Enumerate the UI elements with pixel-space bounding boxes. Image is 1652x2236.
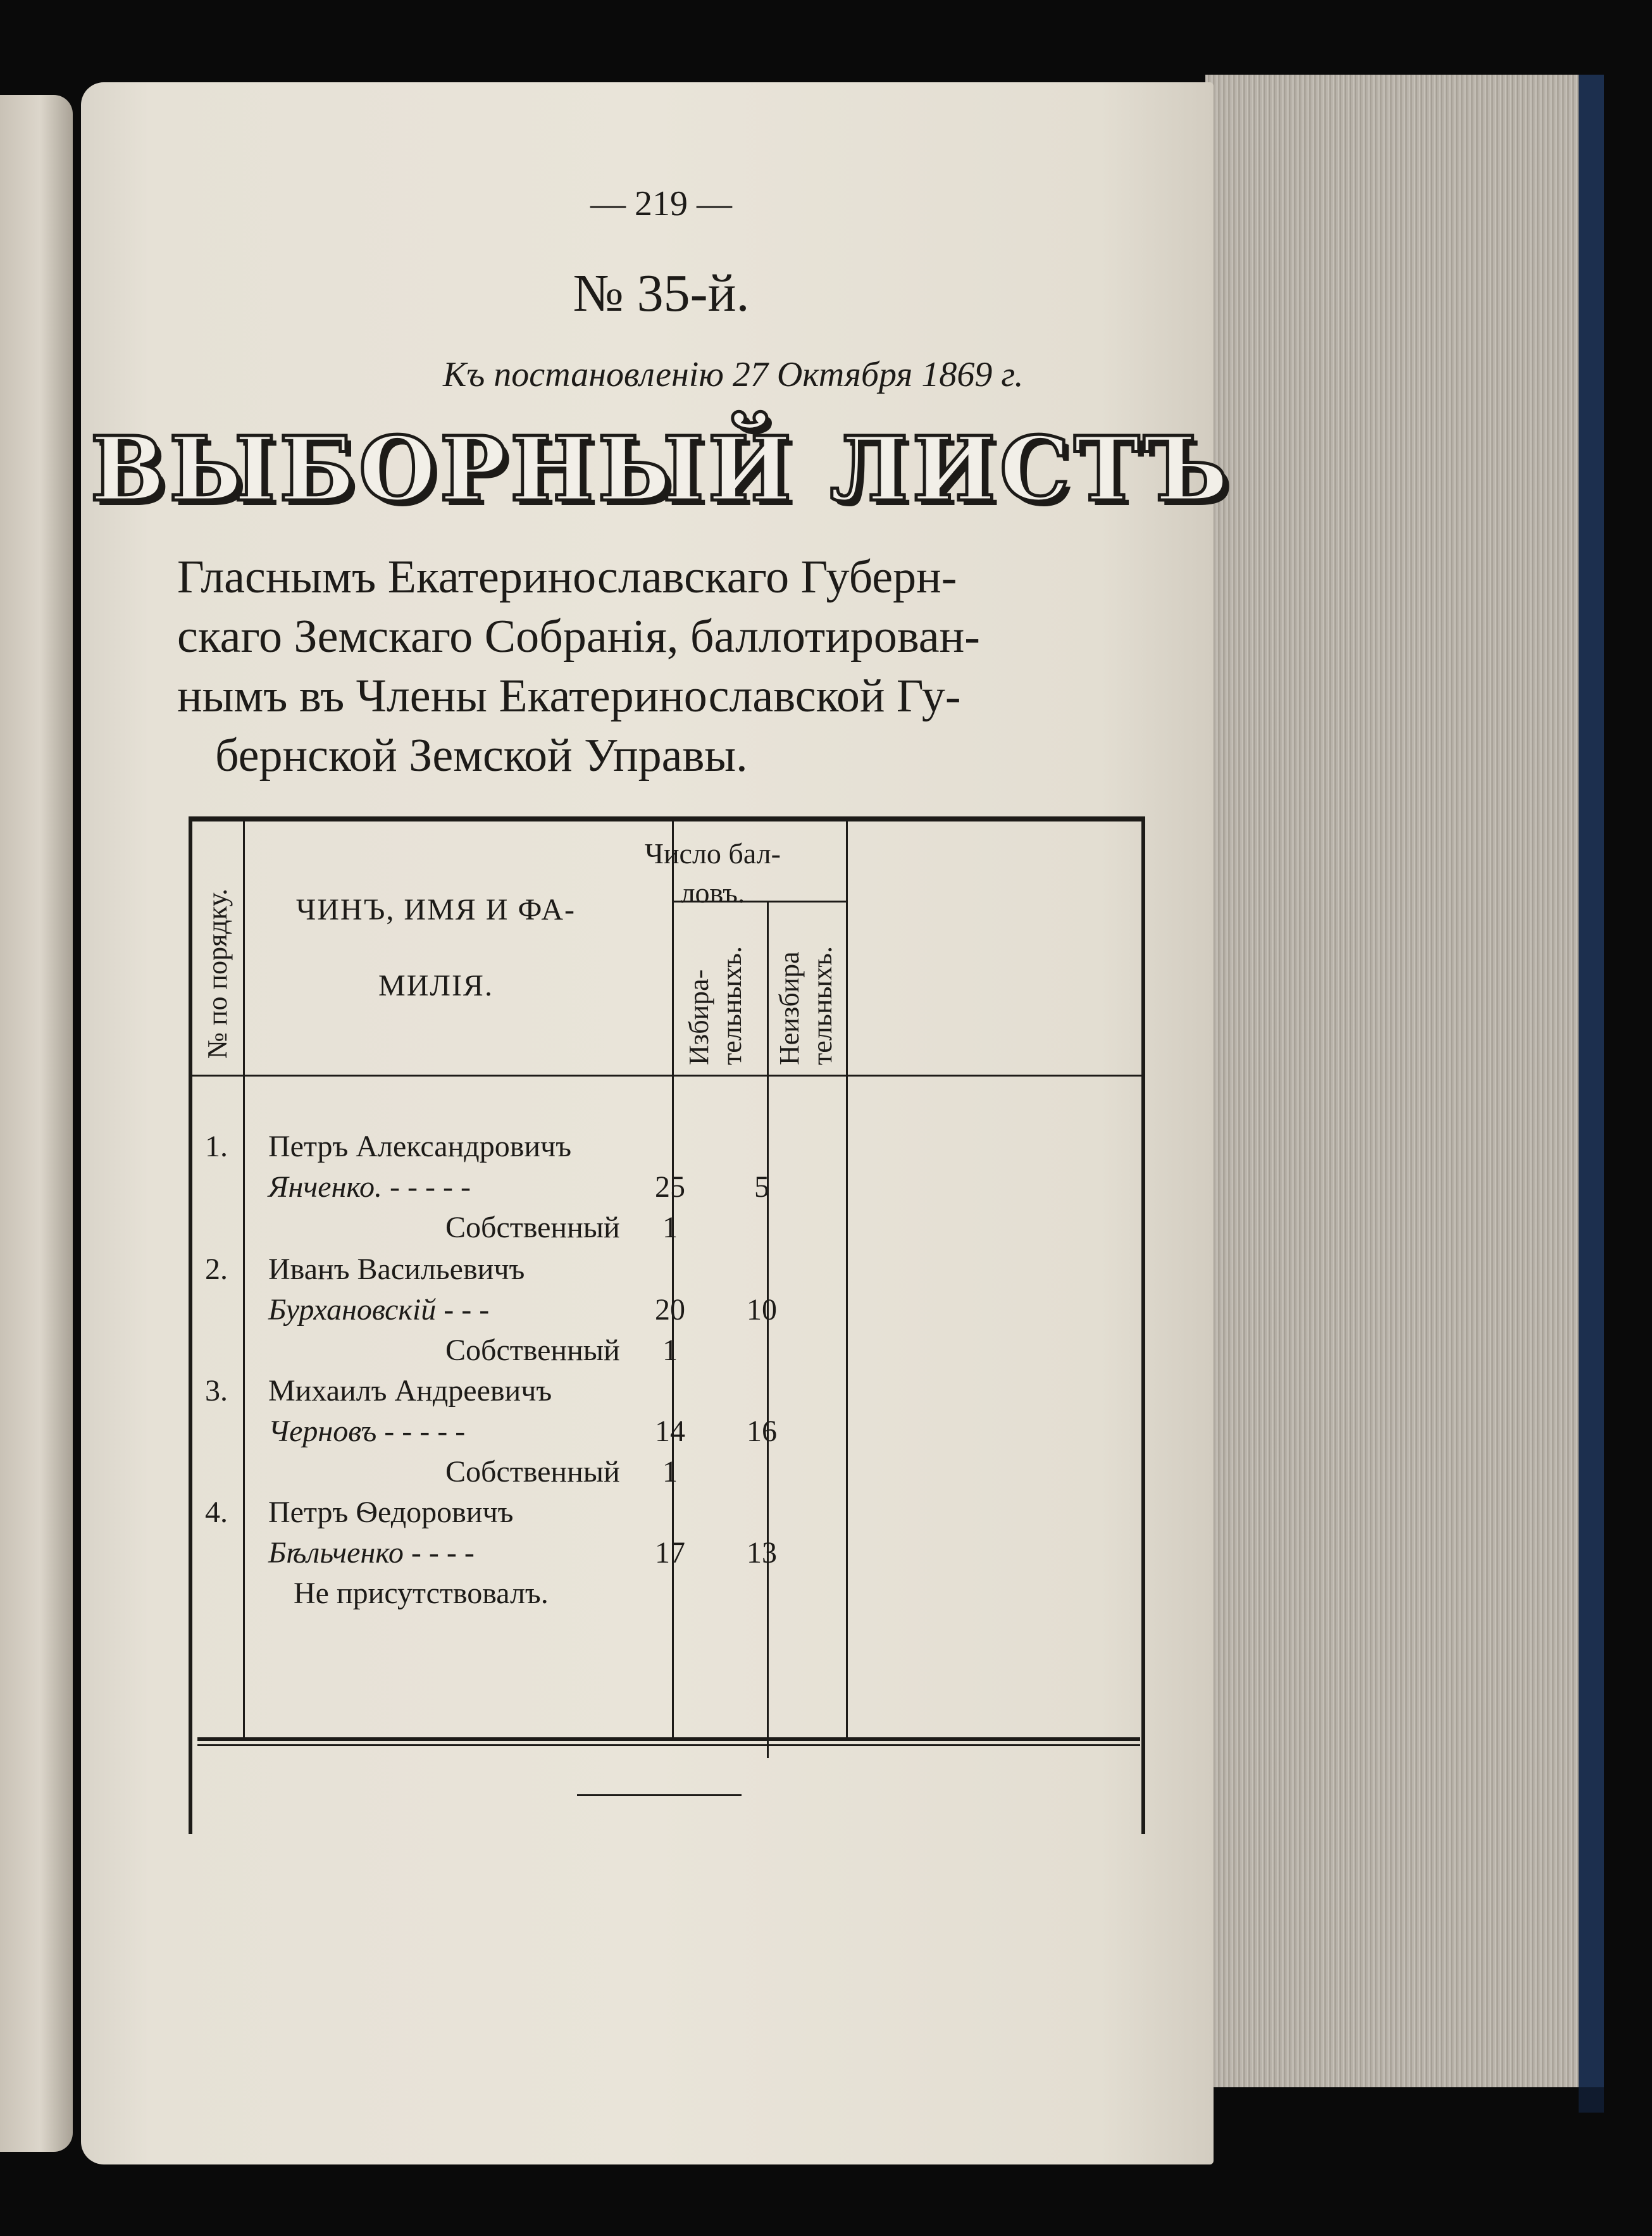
elect-votes: 14	[655, 1415, 685, 1448]
candidate-surname: Бѣльченко - - - -	[268, 1536, 475, 1570]
header-bottom-rule	[192, 1075, 1141, 1077]
candidate-surname: Бурхановскій - - -	[268, 1293, 490, 1327]
row-note: Собственный	[445, 1455, 620, 1489]
candidate-surname: Черновъ - - - - -	[268, 1415, 466, 1448]
page-title: ВЫБОРНЫЙ ЛИСТЪ	[90, 418, 1233, 522]
row-number: 1.	[205, 1130, 228, 1163]
page-number: — 219 —	[590, 184, 732, 223]
intro-line: бернской Земской Управы.	[215, 730, 748, 782]
row-number: 2.	[205, 1252, 228, 1286]
row-note: Собственный	[445, 1333, 620, 1367]
facing-page-edge	[0, 95, 73, 2152]
intro-line: Гласнымъ Екатеринославскаго Губерн-	[177, 551, 957, 603]
elect-votes: 25	[655, 1170, 685, 1204]
column-divider	[672, 821, 674, 1739]
intro-paragraph	[177, 547, 1145, 785]
column-header-non-elect: Неизбира тельныхъ.	[774, 946, 838, 1065]
non-elect-votes: 16	[747, 1415, 777, 1448]
page-stack-edge	[1205, 75, 1604, 2087]
candidate-surname: Янченко. - - - - -	[268, 1170, 471, 1204]
note-value: 1	[662, 1211, 678, 1244]
column-header-order: № по порядку.	[202, 888, 233, 1059]
column-header-ballot-count: Число бал- ловъ.	[645, 837, 781, 909]
table-bottom-rule	[197, 1737, 1140, 1746]
column-header-name: ЧИНЪ, ИМЯ И ФА- МИЛІЯ.	[296, 893, 576, 1002]
column-divider	[243, 821, 245, 1739]
row-note: Не присутствовалъ.	[294, 1577, 549, 1610]
column-header-elect: Избира- тельныхъ.	[683, 946, 747, 1065]
closing-rule	[577, 1794, 742, 1796]
intro-line: скаго Земскаго Собранія, баллотирован-	[177, 611, 980, 663]
ballot-table	[189, 816, 1145, 1834]
candidate-first-names: Петръ Ѳедоровичъ	[268, 1496, 514, 1529]
row-note: Собственный	[445, 1211, 620, 1244]
note-value: 1	[662, 1333, 678, 1367]
non-elect-votes: 5	[754, 1170, 769, 1204]
document-number: № 35-й.	[573, 264, 750, 323]
row-number: 3.	[205, 1374, 228, 1408]
column-divider	[767, 901, 769, 1758]
candidate-first-names: Петръ Александровичъ	[268, 1130, 572, 1163]
resolution-reference: Къ постановленію 27 Октября 1869 г.	[443, 355, 1024, 394]
row-number: 4.	[205, 1496, 228, 1529]
non-elect-votes: 13	[747, 1536, 777, 1570]
note-value: 1	[662, 1455, 678, 1489]
column-divider	[846, 821, 848, 1739]
non-elect-votes: 10	[747, 1293, 777, 1327]
intro-line: нымъ въ Члены Екатеринославской Гу-	[177, 670, 961, 722]
elect-votes: 20	[655, 1293, 685, 1327]
candidate-first-names: Михаилъ Андреевичъ	[268, 1374, 552, 1408]
candidate-first-names: Иванъ Васильевичъ	[268, 1252, 525, 1286]
elect-votes: 17	[655, 1536, 685, 1570]
